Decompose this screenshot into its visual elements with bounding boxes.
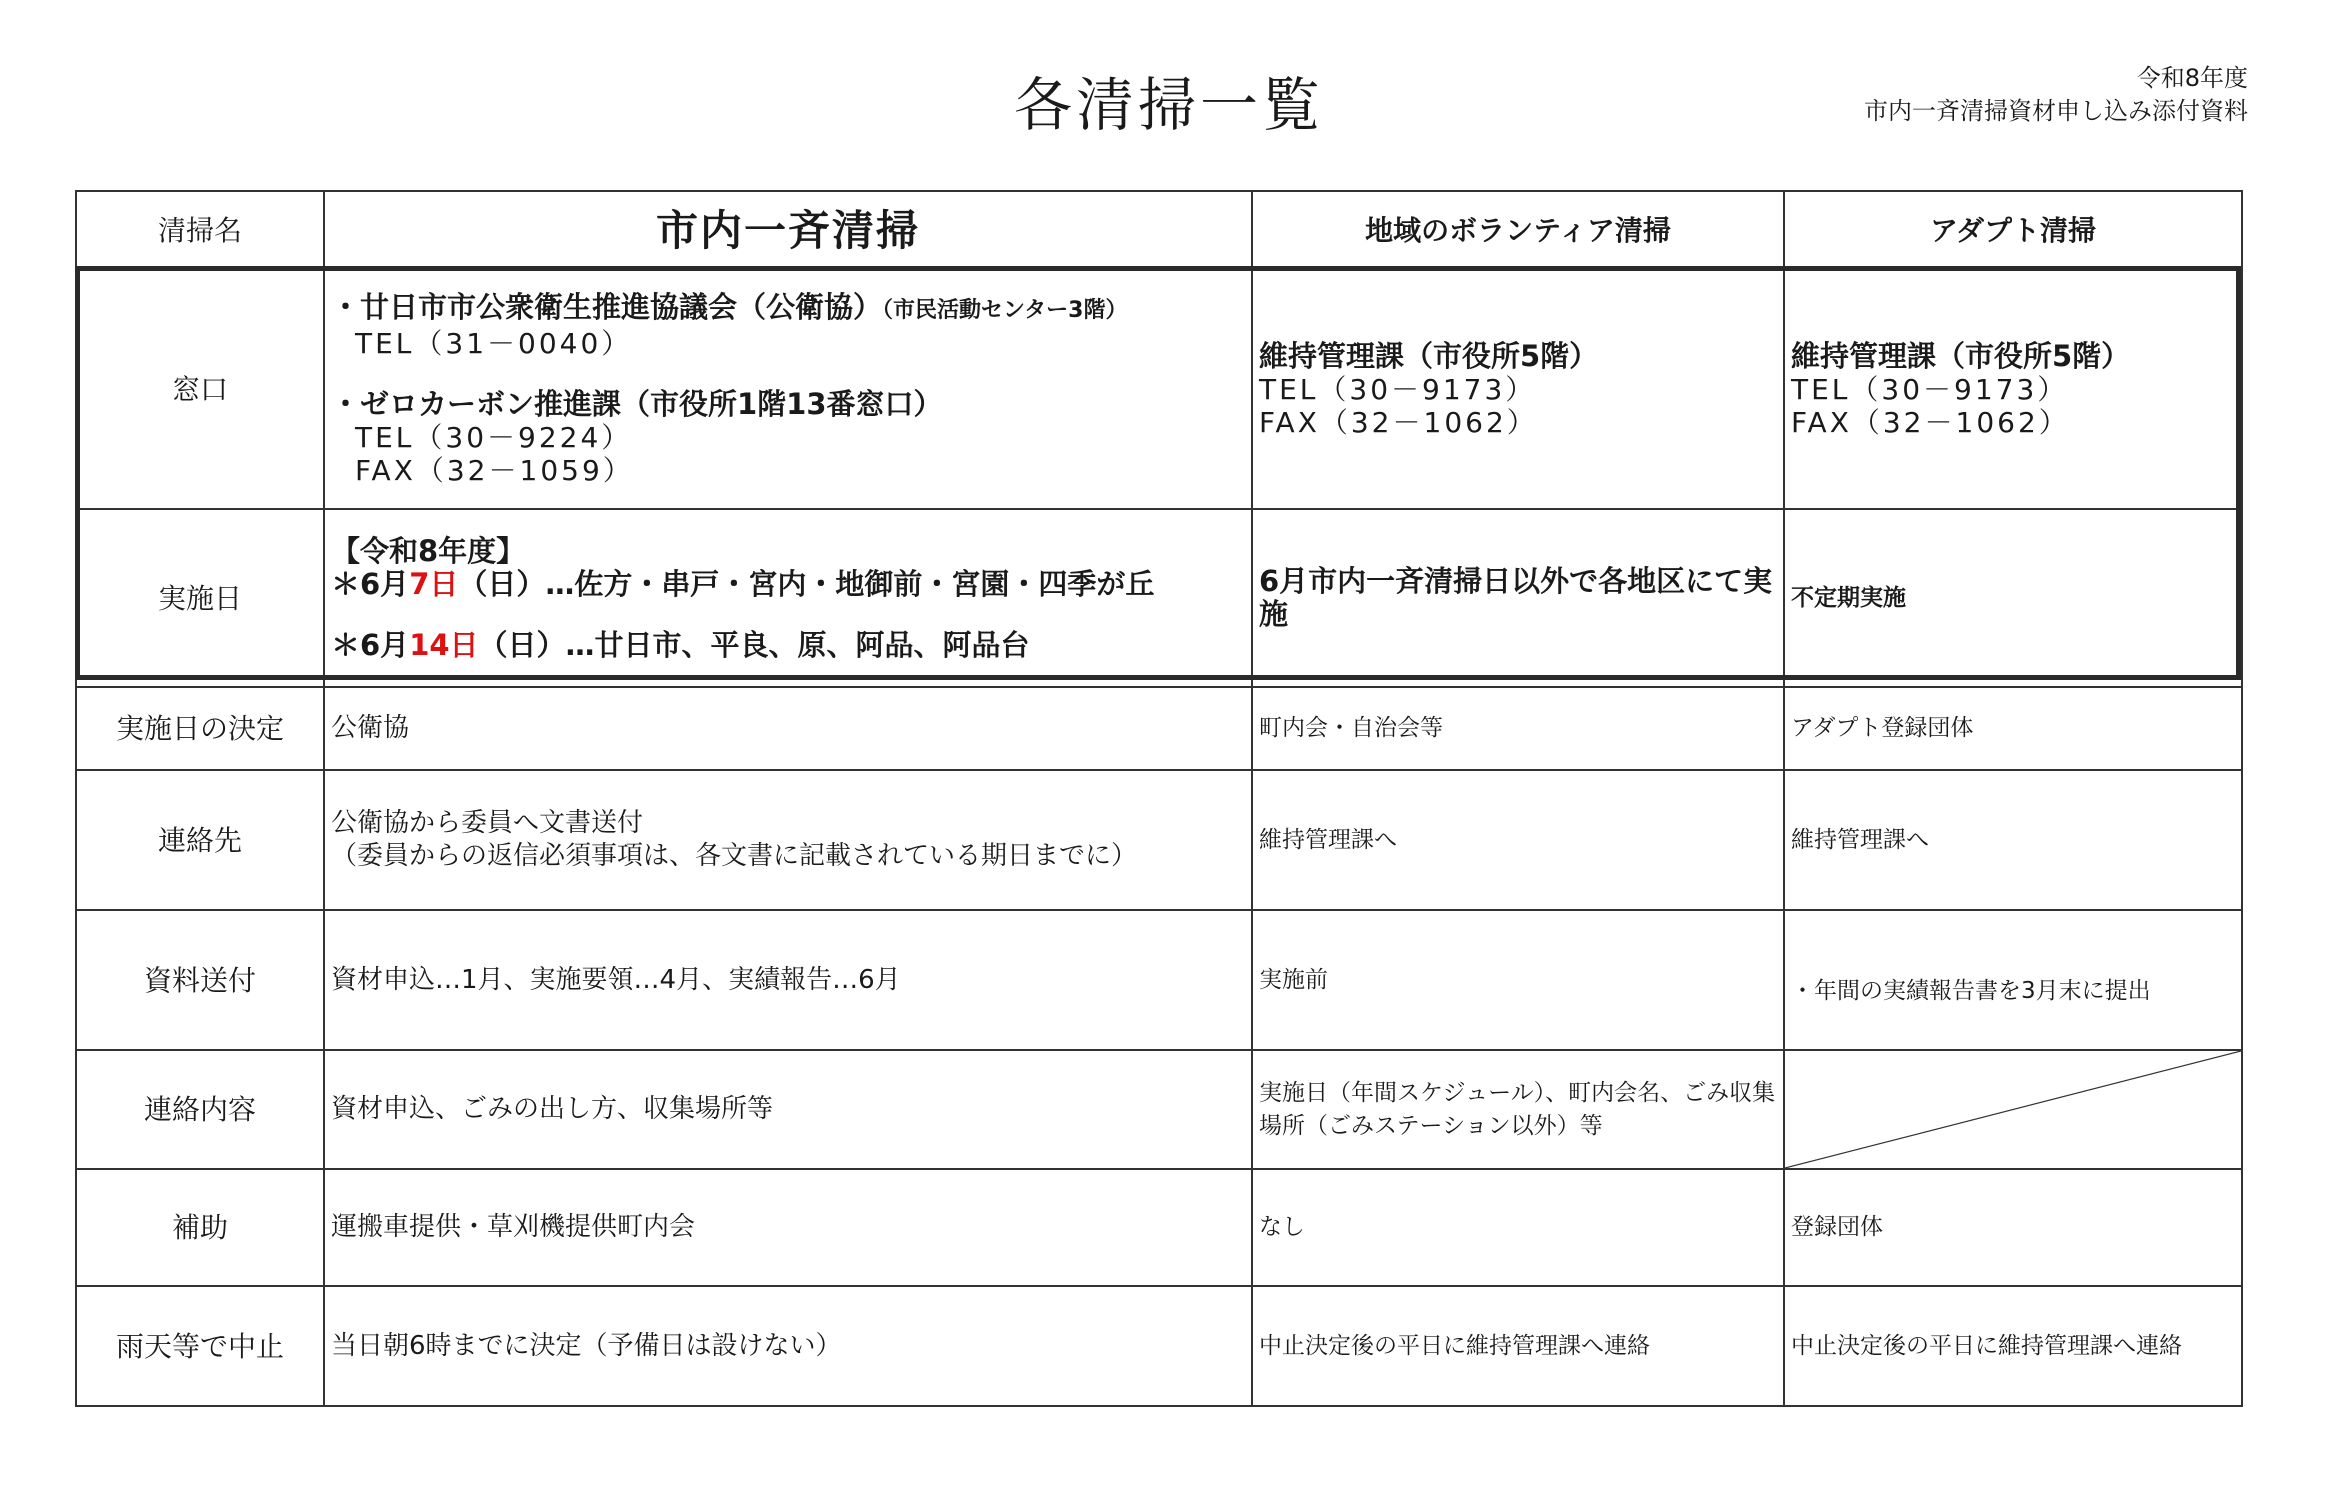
tel-kouseikyo: TEL（31－0040） — [355, 327, 633, 360]
header-label: 清掃名 — [76, 191, 324, 269]
org-zero-carbon: ・ゼロカーボン推進課（市役所1階13番窓口） — [331, 387, 943, 421]
cleaning-table — [75, 190, 2241, 1407]
row-label: 実施日の決定 — [76, 687, 324, 770]
header-volunteer-cleaning: 地域のボランティア清掃 — [1252, 191, 1784, 269]
row-label: 補助 — [76, 1169, 324, 1286]
table-row-contact-window — [76, 269, 2242, 509]
header-citywide-cleaning: 市内一斉清掃 — [324, 191, 1252, 269]
row-label: 連絡先 — [76, 770, 324, 910]
table-row-contact-content: 連絡内容 資材申込、ごみの出し方、収集場所等 実施日（年間スケジュール）、町内会名、ごみ収集場所（ごみステーション以外）等 — [76, 1050, 2242, 1169]
contact-window-citywide — [324, 269, 1252, 509]
implementation-date-adopt: 不定期実施 — [1784, 509, 2242, 687]
fiscal-year: 令和8年度 — [2136, 64, 2248, 92]
implementation-date-citywide: 【令和8年度】 ＊6月7日（日）…佐方・串戸・宮内・地御前・宮園・四季が丘 ＊6月14日（日）…廿日市、平良、原、阿品、阿品台 — [324, 509, 1252, 687]
empty-diagonal-cell — [1784, 1050, 2242, 1169]
implementation-date-volunteer: 6月市内一斉清掃日以外で各地区にて実施 — [1252, 509, 1784, 687]
fax-zero-carbon: FAX（32－1059） — [355, 454, 634, 487]
row-label: 資料送付 — [76, 910, 324, 1050]
org-kouseikyo-location: （市民活動センター3階） — [882, 298, 1128, 323]
date-highlight: 14日 — [409, 627, 479, 662]
row-label: 実施日 — [76, 509, 324, 687]
date-highlight: 7日 — [409, 566, 459, 601]
org-kouseikyo: ・廿日市市公衆衛生推進協議会（公衛協） — [331, 290, 883, 324]
row-label: 窓口 — [76, 269, 324, 509]
page-title: 各清掃一覧 — [1013, 71, 1324, 139]
contact-window-adopt: 維持管理課（市役所5階） TEL（30－9173） FAX（32－1062） — [1784, 269, 2242, 509]
tel-zero-carbon: TEL（30－9224） — [355, 421, 633, 454]
row-label: 雨天等で中止 — [76, 1286, 324, 1406]
attachment-note: 市内一斉清掃資材申し込み添付資料 — [1864, 97, 2248, 125]
table-row-document-sending: 資料送付 資材申込…1月、実施要領…4月、実績報告…6月 実施前 ・年間の実績報告書を3月末に提出 — [76, 910, 2242, 1050]
table-row-implementation-date — [76, 509, 2242, 687]
table-row-date-decision: 実施日の決定 公衛協 町内会・自治会等 アダプト登録団体 — [76, 687, 2242, 770]
contact-window-volunteer: 維持管理課（市役所5階） TEL（30－9173） FAX（32－1062） — [1252, 269, 1784, 509]
table-row-assistance: 補助 運搬車提供・草刈機提供町内会 なし 登録団体 — [76, 1169, 2242, 1286]
header-row — [76, 191, 2242, 269]
table-row-contact: 連絡先 公衛協から委員へ文書送付 （委員からの返信必須事項は、各文書に記載されている期日までに） 維持管理課へ 維持管理課へ — [76, 770, 2242, 910]
document-note — [1864, 62, 2248, 128]
table-row-rain-cancellation: 雨天等で中止 当日朝6時までに決定（予備日は設けない） 中止決定後の平日に維持管理課へ連絡 中止決定後の平日に維持管理課へ連絡 — [76, 1286, 2242, 1406]
row-label: 連絡内容 — [76, 1050, 324, 1169]
header-adopt-cleaning: アダプト清掃 — [1784, 191, 2242, 269]
